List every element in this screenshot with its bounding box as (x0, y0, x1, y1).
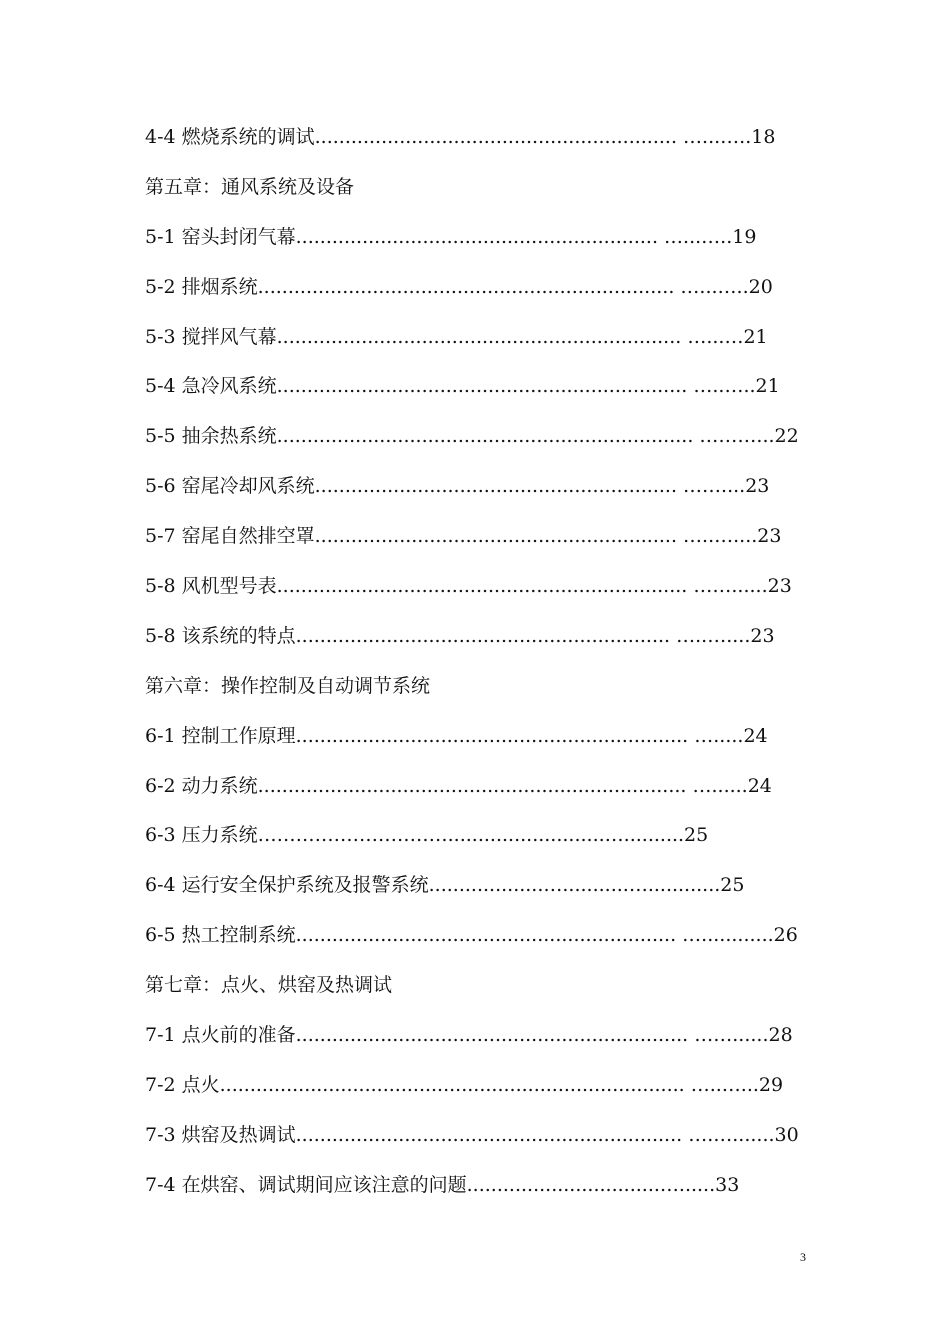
toc-entry-7-2: 7-2 点火............................................................................. …..…...29 (145, 1073, 784, 1096)
toc-entry-5-6: 5-6 窑尾冷却风系统............................................................ ……....23 (145, 475, 770, 498)
toc-entry-5-2: 5-2 排烟系统..................................................................... …...…..20 (145, 275, 773, 298)
toc-entry-5-8-fans: 5-8 风机型号表.................................................................... ……......23 (145, 575, 792, 598)
toc-entry-7-4: 7-4 在烘窑、调试期间应该注意的问题................................…......33 (145, 1173, 740, 1196)
toc-entry-5-7: 5-7 窑尾自然排空罩............................................................ …..…....23 (145, 525, 782, 548)
toc-entry-7-3: 7-3 烘窑及热调试................................................................ ….….......30 (145, 1123, 799, 1146)
toc-entry-6-1: 6-1 控制工作原理................................................................. ….....24 (145, 724, 768, 747)
toc-entry-5-3: 5-3 搅拌风气幕................................................................... …...…21 (145, 325, 768, 348)
toc-entry-5-4: 5-4 急冷风系统.................................................................... …..…..21 (145, 375, 780, 398)
toc-entry-6-5: 6-5 热工控制系统............................................................... …............26 (145, 924, 798, 947)
toc-entry-6-2: 6-2 动力系统....................................................................... …......24 (145, 774, 772, 797)
toc-entry-5-8-features: 5-8 该系统的特点.............................................................. …..…....23 (145, 624, 775, 647)
toc-entry-6-4: 6-4 运行安全保护系统及报警系统...................…...........…............25 (145, 874, 745, 897)
toc-entry-5-5: 5-5 抽余热系统..................................................................... ………...22 (145, 425, 799, 448)
page-number: 3 (800, 1250, 806, 1264)
toc-entry-4-4: 4-4 燃烧系统的调试............................................................ …...…..18 (145, 126, 776, 148)
toc-entry-5-1: 5-1 窑头封闭气幕............................................................ …...…..19 (145, 225, 757, 248)
toc-entry-6-3: 6-3 压力系统…………………………..........................…..........25 (145, 824, 709, 847)
chapter-7-heading: 第七章：点火、烘窑及热调试 (145, 974, 393, 997)
toc-entry-7-1: 7-1 点火前的准备................................................................. ……......28 (145, 1024, 793, 1047)
chapter-6-heading: 第六章：操作控制及自动调节系统 (145, 674, 431, 697)
chapter-5-heading: 第五章：通风系统及设备 (145, 175, 355, 198)
table-of-contents (145, 117, 799, 1215)
